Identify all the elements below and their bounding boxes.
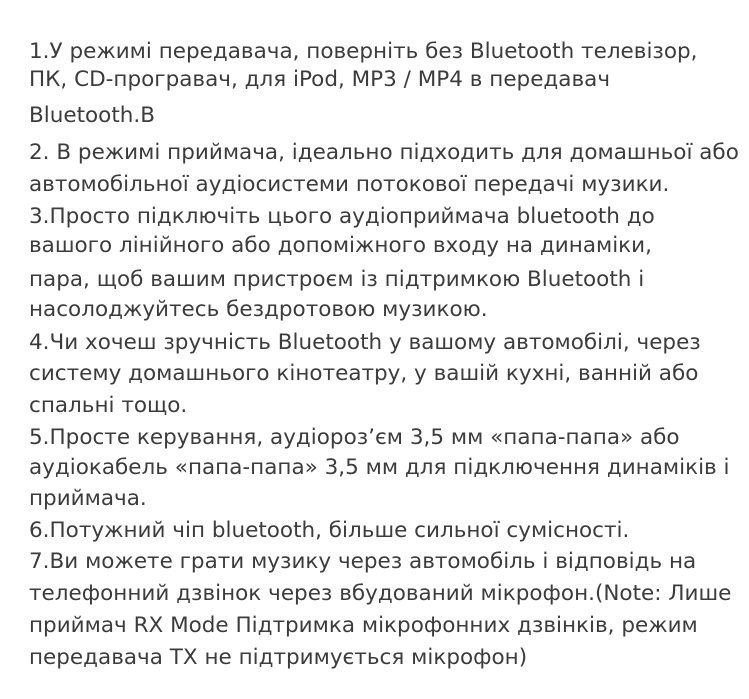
text-line-14: аудіокабель «папа-папа» 3,5 мм для підключення динаміків і	[29, 455, 730, 480]
text-line-18: телефонний дзвінок через вбудований мікрофон.(Note: Лише	[29, 581, 732, 606]
text-line-13: 5.Просте керування, аудіороз’єм 3,5 мм «папа-папа» або	[29, 425, 680, 450]
text-line-2: ПК, CD-програвач, для iPod, MP3 / MP4 в передавач	[29, 67, 611, 92]
text-line-12: спальні тощо.	[29, 393, 188, 418]
text-line-9: насолоджуйтесь бездротовою музикою.	[29, 297, 488, 322]
text-line-10: 4.Чи хочеш зручність Bluetooth у вашому автомобілі, через	[29, 330, 701, 355]
text-line-19: приймач RX Mode Підтримка мікрофонних дзвінків, режим	[29, 613, 698, 638]
text-line-16: 6.Потужний чіп bluetooth, більше сильної сумісності.	[29, 518, 630, 543]
text-line-5: автомобільної аудіосистеми потокової передачі музики.	[29, 172, 670, 197]
text-line-17: 7.Ви можете грати музику через автомобіль і відповідь на	[29, 549, 697, 574]
text-line-11: систему домашнього кінотеатру, у вашій кухні, ванній або	[29, 361, 699, 386]
text-line-1: 1.У режимі передавача, поверніть без Bluetooth телевізор,	[29, 39, 698, 64]
text-line-6: 3.Просто підключіть цього аудіоприймача bluetooth до	[29, 204, 655, 229]
text-line-4: 2. В режимі приймача, ідеально підходить для домашньої або	[29, 140, 739, 165]
text-line-7: вашого лінійного або допоміжного входу на динаміки,	[29, 233, 652, 258]
text-line-3: Bluetooth.В	[29, 103, 155, 128]
text-line-20: передавача TX не підтримується мікрофон)	[29, 645, 528, 670]
text-line-15: приймача.	[29, 486, 147, 511]
text-line-8: пара, щоб вашим пристроєм із підтримкою Bluetooth і	[29, 267, 645, 292]
